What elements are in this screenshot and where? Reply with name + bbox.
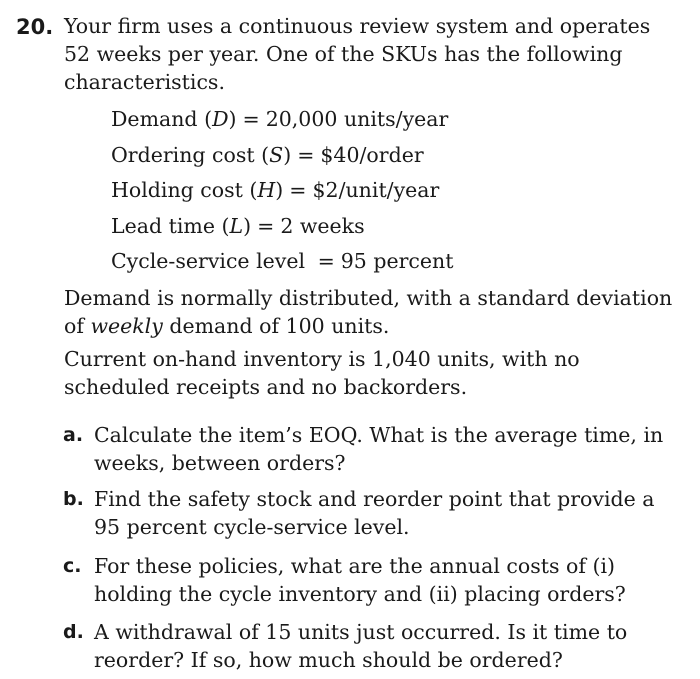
para2-text-before: Demand is normally distributed, with a standard deviation of	[64, 286, 673, 338]
subquestion-letter: c.	[63, 555, 82, 577]
subquestion-letter: d.	[63, 621, 84, 643]
subquestion-text: Find the safety stock and reorder point that provide a 95 percent cycle-service level.	[94, 487, 655, 539]
parameter-list	[111, 102, 453, 280]
subquestion-text: A withdrawal of 15 units just occurred. Is it time to reorder? If so, how much should be ordered?	[94, 620, 628, 672]
parameter-lead-time: Lead time (L) = 2 weeks	[111, 213, 365, 238]
para2-text-after: demand of 100 units.	[162, 314, 390, 338]
parameter-value: 20,000 units/year	[265, 107, 449, 131]
subquestion-letter: a.	[63, 424, 84, 446]
parameter-label: Lead time	[111, 213, 215, 238]
parameter-label: Demand	[111, 107, 198, 131]
problem-intro: Your firm uses a continuous review system and operates 52 weeks per year. One of the SKUs has the following characteristics.	[64, 14, 651, 94]
parameter-ordering-cost: Ordering cost (S) = $40/order	[111, 142, 424, 167]
parameter-label: Ordering cost	[111, 142, 255, 167]
parameter-symbol: H	[257, 178, 276, 202]
parameter-label: Cycle-service level	[111, 249, 306, 273]
parameter-value: 95 percent	[340, 249, 454, 273]
parameter-label: Holding cost	[111, 178, 243, 202]
subquestion-text: For these policies, what are the annual costs of (i) holding the cycle inventory and (ii) placing orders?	[94, 554, 626, 606]
parameter-symbol: D	[212, 107, 229, 131]
parameter-symbol: S	[269, 142, 284, 167]
subquestion-text: Calculate the item’s EOQ. What is the average time, in weeks, between orders?	[94, 423, 664, 475]
parameter-holding-cost: Holding cost (H) = $2/unit/year	[111, 178, 440, 202]
parameter-value: $2/unit/year	[312, 178, 440, 202]
parameter-demand: Demand (D) = 20,000 units/year	[111, 107, 449, 131]
parameter-value: $40/order	[320, 142, 424, 167]
parameter-cycle-service-level: Cycle-service level = 95 percent	[111, 249, 454, 273]
demand-distribution-paragraph	[64, 284, 674, 340]
subquestion-letter: b.	[63, 488, 84, 510]
para2-emphasis: weekly	[90, 314, 163, 338]
parameter-value: 2 weeks	[280, 213, 365, 238]
inventory-paragraph: Current on-hand inventory is 1,040 units, with no scheduled receipts and no backorders.	[64, 347, 580, 399]
parameter-symbol: L	[229, 213, 244, 238]
problem-number: 20.	[16, 15, 54, 39]
